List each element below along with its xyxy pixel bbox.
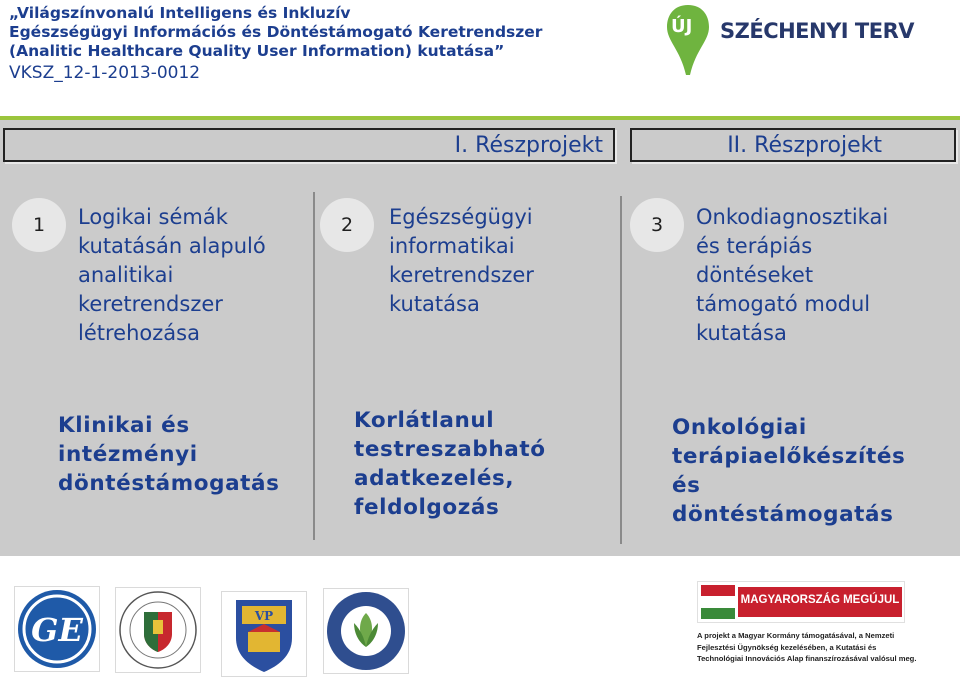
- ge-logo-icon: [15, 587, 99, 671]
- part-title-2: II. Részprojekt: [727, 133, 882, 158]
- hungary-flag-icon: [701, 585, 735, 619]
- outcome-2: Korlátlanul testreszabható adatkezelés, feldolgozás: [354, 408, 546, 520]
- szeged-university-logo: [115, 587, 201, 673]
- outcome-1: Klinikai és intézményi döntéstámogatás: [58, 413, 280, 496]
- szechenyi-terv-logo: [664, 3, 914, 83]
- step-text-3: Onkodiagnosztikai és terápiás döntéseket támogató modul kutatása: [696, 205, 889, 345]
- oncology-institute-logo-icon: [324, 589, 408, 673]
- hungary-renewal-banner: [697, 581, 905, 623]
- pannonia-university-logo: [221, 591, 307, 677]
- szechenyi-pin-icon: [664, 3, 712, 83]
- szechenyi-name: SZÉCHENYI TERV: [720, 19, 915, 43]
- ge-logo: [14, 586, 100, 672]
- step-text-2: Egészségügyi informatikai keretrendszer kutatása: [389, 205, 534, 316]
- university-pannonia-crest-icon: [222, 592, 306, 676]
- step-text-1: Logikai sémák kutatásán alapuló analitikai keretrendszer létrehozása: [78, 205, 266, 345]
- column-divider-1: [313, 192, 315, 540]
- svg-text:GE: GE: [31, 611, 83, 649]
- part-box-2: [630, 128, 956, 162]
- hungary-banner-text: MAGYARORSZÁG MEGÚJUL: [740, 594, 900, 606]
- project-title-line-3: (Analitic Healthcare Quality User Information) kutatása”: [9, 42, 505, 60]
- oncology-institute-logo: [323, 588, 409, 674]
- svg-text:VP: VP: [254, 609, 274, 623]
- step-number-3: 3: [630, 198, 684, 252]
- column-divider-2: [620, 196, 622, 544]
- part-box-1: [3, 128, 615, 162]
- step-number-2: 2: [320, 198, 374, 252]
- step-number-1: 1: [12, 198, 66, 252]
- project-title-line-1: „Világszínvonalú Intelligens és Inkluzív: [9, 4, 351, 22]
- university-szeged-seal-icon: [116, 588, 200, 672]
- funding-note: A projekt a Magyar Kormány támogatásával, a Nemzeti Fejlesztési Ügynökség kezelésében, a Kutatási és Technológiai Innovációs Alap finanszírozásával valósul meg.: [697, 631, 917, 663]
- part-title-1: I. Részprojekt: [454, 133, 603, 158]
- outcome-3: Onkológiai terápiaelőkészítés és döntéstámogatás: [672, 415, 906, 527]
- project-code: VKSZ_12-1-2013-0012: [9, 63, 201, 83]
- uj-label: ÚJ: [671, 16, 693, 37]
- project-title-line-2: Egészségügyi Információs és Döntéstámogató Keretrendszer: [9, 23, 543, 41]
